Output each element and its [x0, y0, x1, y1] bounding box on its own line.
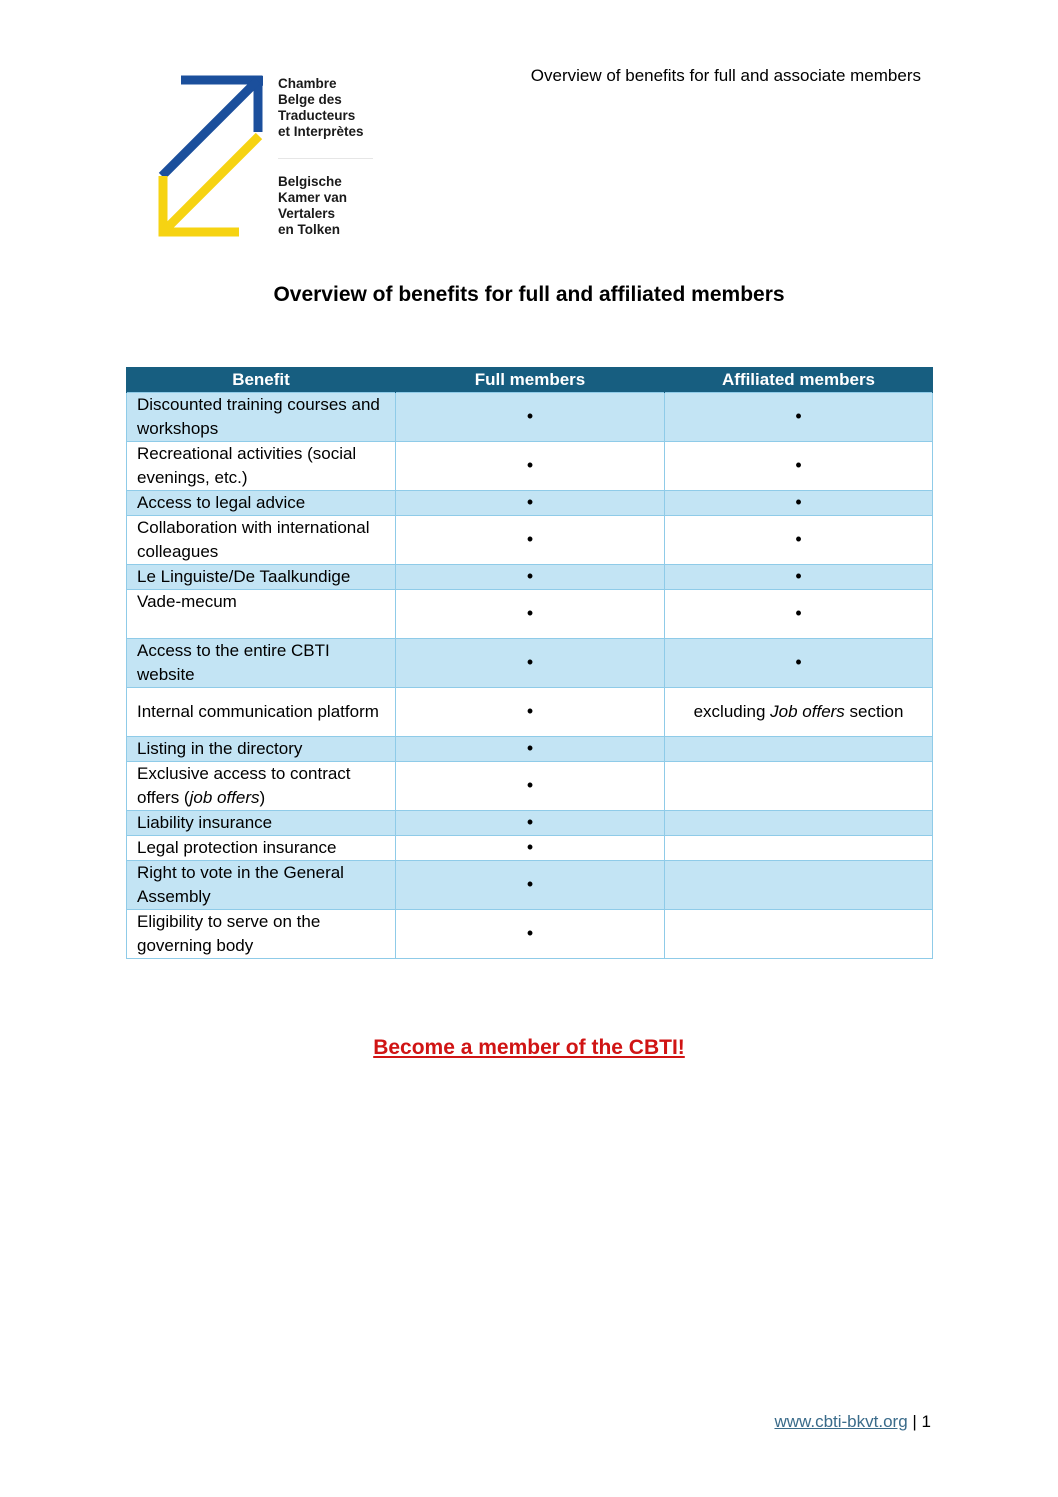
bullet-mark: •: [526, 701, 534, 721]
affiliated-members-cell: [665, 861, 933, 910]
benefit-cell: Le Linguiste/De Taalkundige: [127, 565, 396, 590]
full-members-cell: [396, 762, 665, 811]
table-row: [127, 590, 933, 639]
logo-name-nl: [278, 174, 347, 238]
benefit-cell: Right to vote in the General Assembly: [127, 861, 396, 910]
full-members-cell: [396, 910, 665, 959]
affiliated-members-cell: [665, 836, 933, 861]
bullet-mark: •: [526, 923, 534, 943]
bullet-mark: •: [526, 406, 534, 426]
bullet-mark: •: [526, 812, 534, 832]
full-members-cell: [396, 639, 665, 688]
logo-line: Belgische: [278, 174, 342, 189]
benefit-cell: Recreational activities (social evenings, etc.): [127, 442, 396, 491]
benefit-cell: Collaboration with international colleagues: [127, 516, 396, 565]
affiliated-members-cell: [665, 393, 933, 442]
logo-line: et Interprètes: [278, 124, 364, 139]
document-title: Overview of benefits for full and affiliated members: [273, 283, 785, 306]
affiliated-members-cell: [665, 590, 933, 639]
full-members-cell: [396, 442, 665, 491]
bullet-mark: •: [526, 775, 534, 795]
become-member-link[interactable]: Become a member of the CBTI!: [373, 1036, 685, 1059]
logo-name-fr: [278, 76, 364, 140]
full-members-cell: [396, 688, 665, 737]
table-row: [127, 737, 933, 762]
table-row: [127, 861, 933, 910]
bullet-mark: •: [526, 529, 534, 549]
full-members-cell: [396, 590, 665, 639]
logo-line: en Tolken: [278, 222, 341, 237]
affiliated-note-prefix: excluding: [693, 702, 771, 721]
footer-separator: |: [907, 1412, 922, 1431]
benefit-cell: Legal protection insurance: [127, 836, 396, 861]
bullet-mark: •: [795, 455, 802, 475]
affiliated-members-cell: [665, 910, 933, 959]
benefit-cell: Internal communication platform: [127, 688, 396, 737]
benefit-cell: Vade-mecum: [127, 590, 396, 639]
table-header-row: [127, 367, 933, 393]
bullet-mark: •: [526, 652, 534, 672]
benefit-cell: Liability insurance: [127, 811, 396, 836]
benefit-cell: [127, 762, 396, 811]
logo-line: Belge des: [278, 92, 342, 107]
bullet-mark: •: [526, 603, 534, 623]
logo-line: Traducteurs: [278, 108, 356, 123]
full-members-cell: [396, 491, 665, 516]
column-header-benefit: Benefit: [127, 367, 396, 393]
table-row: [127, 910, 933, 959]
benefit-text-prefix: Exclusive access to contract offers (: [137, 764, 351, 807]
full-members-cell: [396, 516, 665, 565]
bullet-mark: •: [795, 652, 802, 672]
bullet-mark: •: [526, 492, 534, 512]
page-number: 1: [921, 1412, 931, 1431]
full-members-cell: [396, 861, 665, 910]
affiliated-note-suffix: section: [844, 702, 904, 721]
benefit-text-suffix: ): [259, 788, 266, 807]
logo-line: Chambre: [278, 76, 337, 91]
table-row: [127, 762, 933, 811]
bullet-mark: •: [526, 837, 534, 857]
table-row: [127, 491, 933, 516]
table-row: [127, 393, 933, 442]
cbti-logo: [155, 72, 385, 242]
bullet-mark: •: [526, 455, 534, 475]
benefit-cell: Access to the entire CBTI website: [127, 639, 396, 688]
affiliated-members-cell: [665, 737, 933, 762]
table-row: [127, 565, 933, 590]
affiliated-members-cell: [665, 811, 933, 836]
bullet-mark: •: [795, 603, 802, 623]
affiliated-members-cell: [665, 516, 933, 565]
bullet-mark: •: [526, 566, 534, 586]
bullet-mark: •: [526, 874, 534, 894]
benefits-table: [126, 367, 933, 959]
full-members-cell: [396, 811, 665, 836]
table-row: [127, 836, 933, 861]
bullet-mark: •: [795, 406, 802, 426]
full-members-cell: [396, 836, 665, 861]
page-footer: [774, 1412, 931, 1432]
logo-line: Vertalers: [278, 206, 336, 221]
table-row: [127, 688, 933, 737]
website-link[interactable]: www.cbti-bkvt.org: [774, 1412, 908, 1431]
affiliated-members-cell: [665, 442, 933, 491]
cbti-logo-mark-icon: [155, 72, 267, 240]
running-header: Overview of benefits for full and associate members: [530, 66, 921, 85]
bullet-mark: •: [795, 492, 802, 512]
affiliated-members-cell: [665, 491, 933, 516]
benefit-cell: Access to legal advice: [127, 491, 396, 516]
bullet-mark: •: [795, 566, 802, 586]
affiliated-members-cell: [665, 565, 933, 590]
affiliated-note-italic: Job offers: [770, 702, 845, 721]
full-members-cell: [396, 737, 665, 762]
benefit-text-italic: job offers: [189, 788, 260, 807]
full-members-cell: [396, 565, 665, 590]
bullet-mark: •: [795, 529, 802, 549]
logo-line: Kamer van: [278, 190, 348, 205]
affiliated-members-cell: [665, 762, 933, 811]
affiliated-members-cell: [665, 639, 933, 688]
benefit-cell: Eligibility to serve on the governing body: [127, 910, 396, 959]
table-row: [127, 639, 933, 688]
table-row: [127, 811, 933, 836]
bullet-mark: •: [526, 738, 534, 758]
table-row: [127, 442, 933, 491]
column-header-full-members: Full members: [396, 367, 665, 393]
table-row: [127, 516, 933, 565]
full-members-cell: [396, 393, 665, 442]
benefit-cell: Discounted training courses and workshops: [127, 393, 396, 442]
logo-divider: [278, 158, 373, 159]
affiliated-members-cell: [665, 688, 933, 737]
benefit-cell: Listing in the directory: [127, 737, 396, 762]
column-header-affiliated-members: Affiliated members: [665, 367, 933, 393]
